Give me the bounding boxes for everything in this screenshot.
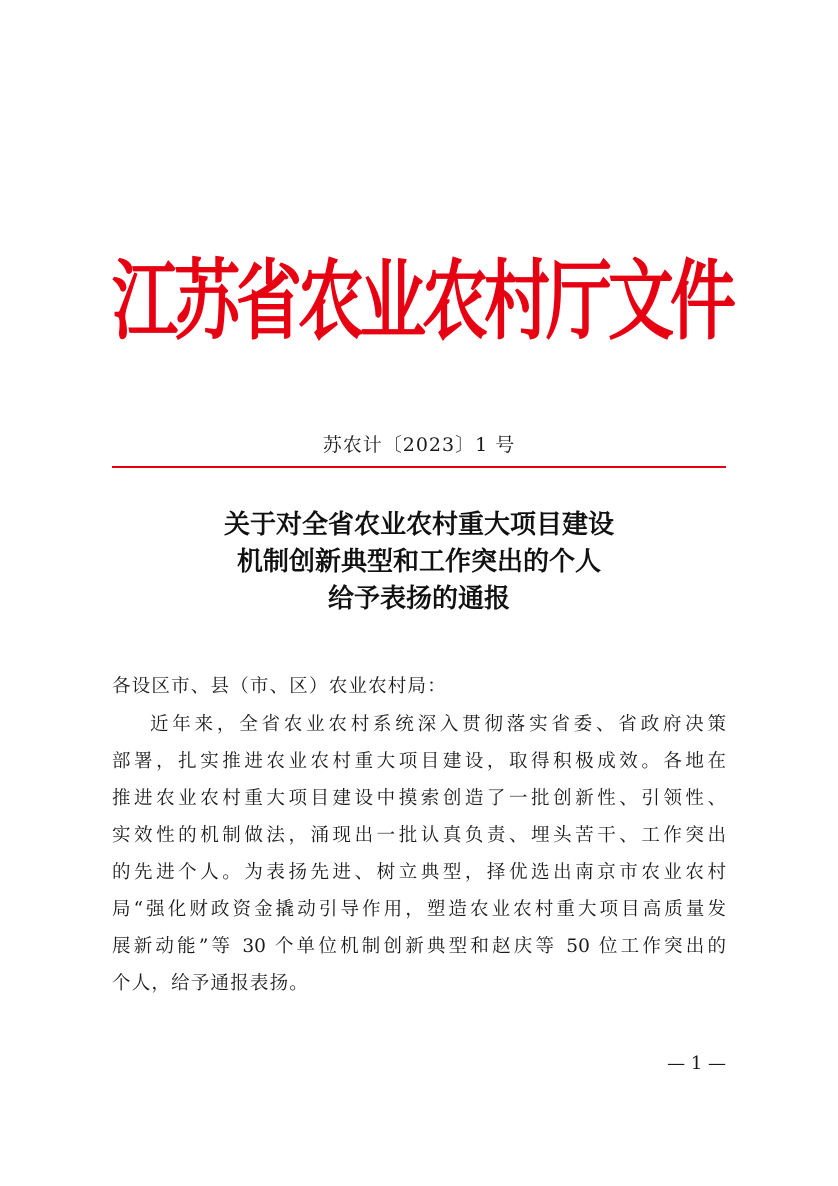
masthead-title: 江苏省农业农村厅文件 xyxy=(112,250,732,353)
body-line: 实效性的机制做法，涌现出一批认真负责、埋头苦干、工作突出 xyxy=(112,825,726,846)
body-line: 局“强化财政资金撬动引导作用，塑造农业农村重大项目高质量发 xyxy=(112,899,726,920)
red-divider-line xyxy=(112,466,726,468)
page-number: — 1 — xyxy=(667,1053,726,1074)
body-paragraph xyxy=(112,706,726,1002)
title-line: 关于对全省农业农村重大项目建设 xyxy=(223,510,614,540)
body-line: 个人，给予通报表扬。 xyxy=(112,973,310,994)
title-line: 机制创新典型和工作突出的个人 xyxy=(236,547,601,577)
notice-title xyxy=(112,507,726,618)
title-line: 给予表扬的通报 xyxy=(327,584,510,614)
body-line: 展新动能”等 30 个单位机制创新典型和赵庆等 50 位工作突出的 xyxy=(112,936,726,957)
salutation: 各设区市、县（市、区）农业农村局： xyxy=(112,676,447,697)
body-line: 推进农业农村重大项目建设中摸索创造了一批创新性、引领性、 xyxy=(112,788,726,809)
body-line: 近年来，全省农业农村系统深入贯彻落实省委、省政府决策 xyxy=(150,714,726,735)
document-number: 苏农计〔2023〕1 号 xyxy=(322,434,516,456)
body-line: 的先进个人。为表扬先进、树立典型，择优选出南京市农业农村 xyxy=(112,862,726,883)
body-line: 部署，扎实推进农业农村重大项目建设，取得积极成效。各地在 xyxy=(112,751,726,772)
